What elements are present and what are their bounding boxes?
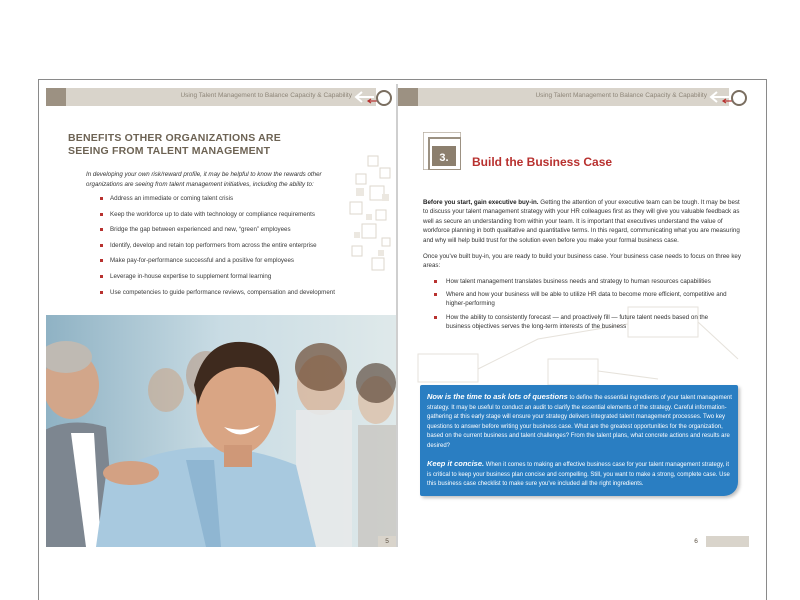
page-6: [398, 84, 749, 547]
list-item: Use competencies to guide performance reviews, compensation and development: [98, 289, 368, 305]
bullet-icon: [434, 280, 437, 283]
page-title: BENEFITS OTHER ORGANIZATIONS ARE SEEING FROM TALENT MANAGEMENT: [68, 132, 281, 157]
list-item: Keep the workforce up to date with technology or compliance requirements: [98, 211, 368, 227]
benefits-list: [98, 195, 368, 304]
running-header: Using Talent Management to Balance Capacity & Capability: [180, 92, 352, 99]
arrow-icon: [354, 88, 394, 108]
section-title: Build the Business Case: [472, 155, 613, 169]
footer-blank: [398, 536, 686, 547]
list-item: How the ability to consistently forecast — and proactively fill — future talent needs based on the business objectives serves the long-term interests of the business: [432, 313, 732, 331]
bullet-icon: [100, 275, 103, 278]
bullet-icon: [100, 291, 103, 294]
bullet-icon: [100, 244, 103, 247]
header-accent-block: [398, 88, 418, 106]
list-item: Leverage in-house expertise to supplement formal learning: [98, 273, 368, 289]
list-item: Make pay-for-performance successful and a positive for employees: [98, 257, 368, 273]
step-number: 3.: [439, 152, 449, 164]
paragraph-key-areas: Once you've built buy-in, you are ready to build your business case. Your business case needs to focus on three key areas:: [423, 253, 741, 270]
tip-callout: [420, 385, 738, 496]
bullet-icon: [434, 293, 437, 296]
office-team-photo: [46, 315, 396, 547]
intro-paragraph: In developing your own risk/reward profile, it may be helpful to know the rewards other organizations are seeing from talent management initiatives, including the ability to:: [86, 171, 322, 188]
callout-paragraph-concise: Keep it concise. When it comes to making an effective business case for your talent management strategy, it is critical to keep your business plan concise and compelling. Still, you want to make a strong, complete case. Use this business case checklist to make sure you've included all the right ingredients.: [427, 459, 730, 488]
callout-paragraph-questions: Now is the time to ask lots of questions to define the essential ingredients of your talent management strategy. It may be useful to conduct an audit to clarify the essential elements of the strategy. Careful information-gathering at this early stage will ensure your strategy delivers integrated talent management processes. Two key questions to answer before writing your business case. What are the greatest opportunities for the organization, based on the current business and talent challenges? From the talent plans, what concrete actions and results are desired?: [427, 392, 732, 449]
paragraph-executive-buy-in: Before you start, gain executive buy-in. Getting the attention of your executive team can be tough. It may be best to discuss your talent management strategy with your HR colleagues first as they will give you valuable feedback as well as secure an understanding from within your team. It is important that executives understand the value of workforce planning in both qualitative and quantitative terms. In this regard, communicating what you are measuring and why will help build trust for the solution even before you make your formal business case.: [423, 199, 740, 244]
list-item: Bridge the gap between experienced and new, “green” employees: [98, 226, 368, 242]
page-5: [46, 84, 396, 547]
list-item: Where and how your business will be able to utilize HR data to become more efficient, competitive and higher-performing: [432, 290, 732, 308]
bullet-icon: [100, 197, 103, 200]
bullet-icon: [100, 213, 103, 216]
list-item: Address an immediate or coming talent crisis: [98, 195, 368, 211]
footer-accent-bar: [706, 536, 749, 547]
bullet-icon: [434, 316, 437, 319]
bullet-icon: [100, 259, 103, 262]
header-accent-block: [46, 88, 66, 106]
arrow-icon: [709, 88, 749, 108]
running-header: Using Talent Management to Balance Capacity & Capability: [535, 92, 707, 99]
key-areas-list: [432, 277, 732, 331]
page-number: 5: [378, 536, 396, 547]
bullet-icon: [100, 228, 103, 231]
list-item: How talent management translates business needs and strategy to human resources capabilities: [432, 277, 732, 286]
page-number: 6: [694, 538, 698, 545]
step-number-badge: [423, 132, 461, 170]
list-item: Identify, develop and retain top performers from across the entire enterprise: [98, 242, 368, 258]
